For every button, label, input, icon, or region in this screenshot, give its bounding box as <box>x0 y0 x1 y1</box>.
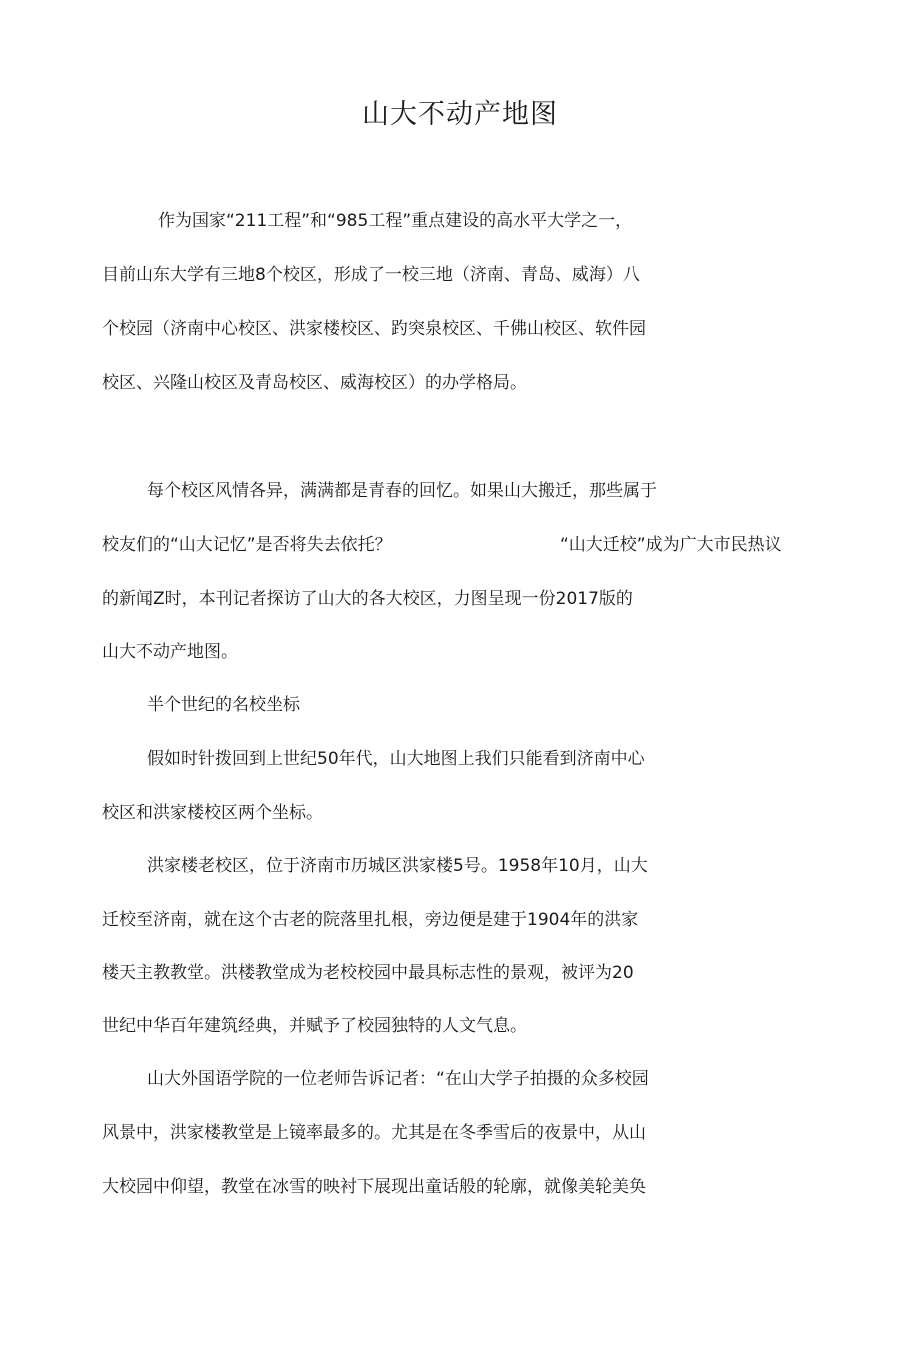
paragraph-line: 洪家楼老校区，位于济南市历城区洪家楼5号。1958年10月，山大 <box>147 856 648 876</box>
paragraph-line: 世纪中华百年建筑经典，并赋予了校园独特的人文气息。 <box>102 1016 527 1036</box>
paragraph-line: 每个校区风情各异，满满都是青春的回忆。如果山大搬迁，那些属于 <box>147 481 657 501</box>
paragraph-line: 楼天主教教堂。洪楼教堂成为老校校园中最具标志性的景观，被评为20 <box>102 963 634 983</box>
paragraph-line: 山大不动产地图。 <box>102 642 238 662</box>
paragraph-line: 目前山东大学有三地8个校区，形成了一校三地（济南、青岛、威海）八 <box>102 265 640 285</box>
paragraph-line: 校区、兴隆山校区及青岛校区、威海校区）的办学格局。 <box>102 373 527 393</box>
section-heading: 半个世纪的名校坐标 <box>147 695 300 715</box>
paragraph-line: “山大迁校”成为广大市民热议 <box>560 535 782 555</box>
paragraph-line: 假如时针拨回到上世纪50年代，山大地图上我们只能看到济南中心 <box>147 749 645 769</box>
paragraph-line: 风景中，洪家楼教堂是上镜率最多的。尤其是在冬季雪后的夜景中，从山 <box>102 1123 646 1143</box>
paragraph-line: 个校园（济南中心校区、洪家楼校区、趵突泉校区、千佛山校区、软件园 <box>102 319 646 339</box>
paragraph-line: 山大外国语学院的一位老师告诉记者：“在山大学子拍摄的众多校园 <box>147 1069 649 1089</box>
paragraph-line: 的新闻Z时，本刊记者探访了山大的各大校区，力图呈现一份2017版的 <box>102 589 633 609</box>
paragraph-line: 校友们的“山大记忆”是否将失去依托？ <box>102 535 392 555</box>
paragraph-line: 作为国家“211工程”和“985工程”重点建设的高水平大学之一， <box>158 211 633 231</box>
paragraph-line: 校区和洪家楼校区两个坐标。 <box>102 803 323 823</box>
paragraph-line: 迁校至济南，就在这个古老的院落里扎根，旁边便是建于1904年的洪家 <box>102 910 639 930</box>
page-title: 山大不动产地图 <box>362 99 558 130</box>
paragraph-line: 大校园中仰望，教堂在冰雪的映衬下展现出童话般的轮廓，就像美轮美奂 <box>102 1177 646 1197</box>
